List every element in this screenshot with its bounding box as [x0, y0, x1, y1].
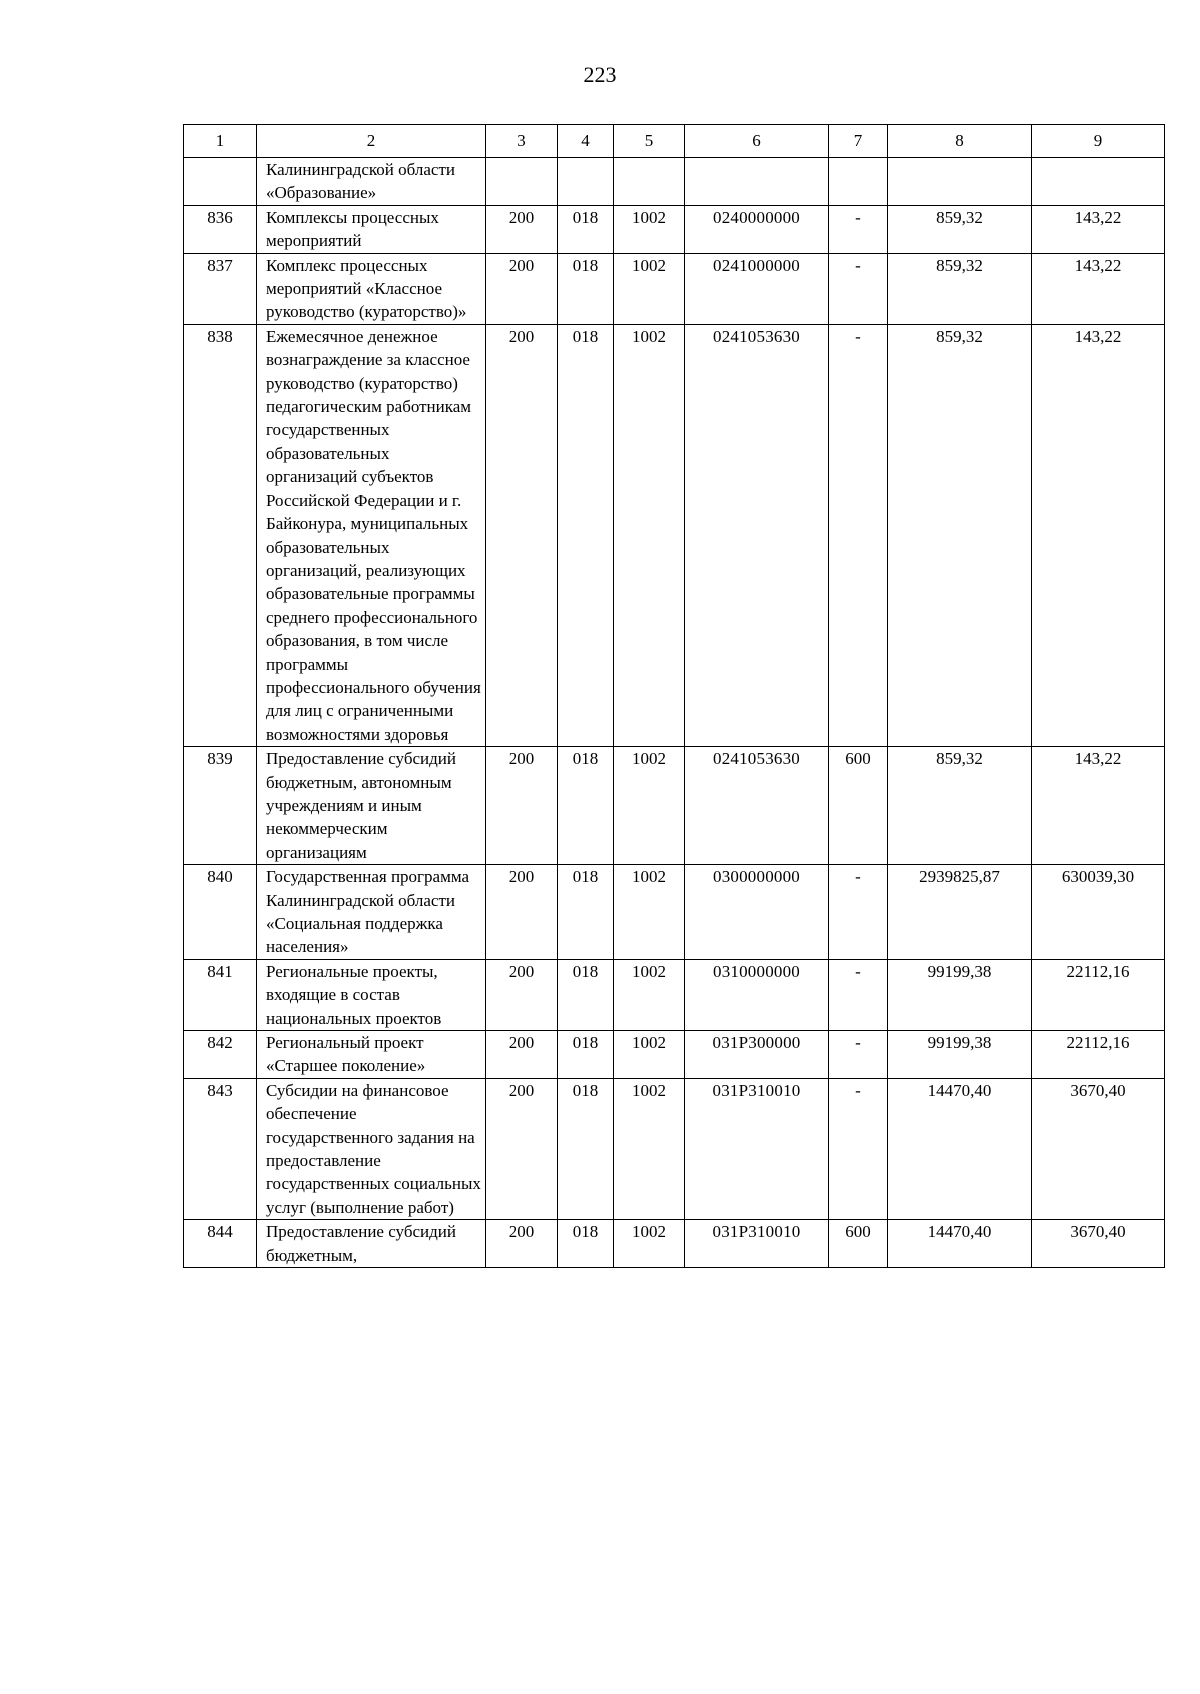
col-7-value: - [829, 324, 888, 746]
col-9-value: 3670,40 [1032, 1220, 1165, 1268]
col-4-value: 018 [558, 1220, 614, 1268]
col-8-value [888, 158, 1032, 206]
col-6-value: 0241053630 [685, 747, 829, 865]
col-8-value: 14470,40 [888, 1220, 1032, 1268]
col-3-value [486, 158, 558, 206]
table-row [184, 158, 1165, 206]
row-name: Государственная программа Калининградской области «Социальная поддержка населения» [257, 865, 486, 960]
col-4-value: 018 [558, 1078, 614, 1219]
col-9-value: 22112,16 [1032, 1031, 1165, 1079]
col-7-value: - [829, 959, 888, 1030]
col-4-value: 018 [558, 865, 614, 960]
header-row [184, 125, 1165, 158]
col-6-value: 0241053630 [685, 324, 829, 746]
row-name: Калининградской области «Образование» [257, 158, 486, 206]
col-5-value: 1002 [614, 865, 685, 960]
row-name: Комплексы процессных мероприятий [257, 205, 486, 253]
col-5-value: 1002 [614, 1031, 685, 1079]
table-row [184, 1220, 1165, 1268]
col-7-value: - [829, 253, 888, 324]
row-number: 842 [184, 1031, 257, 1079]
col-3-value: 200 [486, 747, 558, 865]
col-8-value: 859,32 [888, 324, 1032, 746]
col-8-value: 14470,40 [888, 1078, 1032, 1219]
col-8-value: 99199,38 [888, 959, 1032, 1030]
header-cell: 7 [829, 125, 888, 158]
col-9-value: 22112,16 [1032, 959, 1165, 1030]
row-name: Субсидии на финансовое обеспечение государственного задания на предоставление государственных социальных услуг (выполнение работ) [257, 1078, 486, 1219]
col-8-value: 859,32 [888, 205, 1032, 253]
col-3-value: 200 [486, 253, 558, 324]
header-cell: 6 [685, 125, 829, 158]
col-3-value: 200 [486, 205, 558, 253]
col-9-value [1032, 158, 1165, 206]
col-5-value: 1002 [614, 253, 685, 324]
header-cell: 5 [614, 125, 685, 158]
page-number: 223 [583, 62, 617, 87]
col-9-value: 143,22 [1032, 747, 1165, 865]
col-6-value: 0240000000 [685, 205, 829, 253]
table-row [184, 1078, 1165, 1219]
col-4-value [558, 158, 614, 206]
row-number: 841 [184, 959, 257, 1030]
header-cell: 2 [257, 125, 486, 158]
row-number: 839 [184, 747, 257, 865]
col-6-value [685, 158, 829, 206]
col-4-value: 018 [558, 253, 614, 324]
col-6-value: 0300000000 [685, 865, 829, 960]
col-4-value: 018 [558, 959, 614, 1030]
row-number: 840 [184, 865, 257, 960]
col-9-value: 143,22 [1032, 324, 1165, 746]
table-row [184, 253, 1165, 324]
row-number: 836 [184, 205, 257, 253]
col-4-value: 018 [558, 747, 614, 865]
col-3-value: 200 [486, 865, 558, 960]
col-7-value: - [829, 865, 888, 960]
col-8-value: 859,32 [888, 253, 1032, 324]
col-7-value [829, 158, 888, 206]
col-5-value: 1002 [614, 1078, 685, 1219]
col-8-value: 859,32 [888, 747, 1032, 865]
budget-table [183, 124, 1165, 1268]
col-6-value: 031P310010 [685, 1078, 829, 1219]
col-9-value: 630039,30 [1032, 865, 1165, 960]
col-3-value: 200 [486, 959, 558, 1030]
row-name: Предоставление субсидий бюджетным, [257, 1220, 486, 1268]
table-row [184, 865, 1165, 960]
header-cell: 1 [184, 125, 257, 158]
col-4-value: 018 [558, 324, 614, 746]
col-3-value: 200 [486, 1220, 558, 1268]
col-6-value: 031P310010 [685, 1220, 829, 1268]
col-7-value: 600 [829, 747, 888, 865]
header-cell: 4 [558, 125, 614, 158]
col-4-value: 018 [558, 1031, 614, 1079]
table-row [184, 959, 1165, 1030]
col-3-value: 200 [486, 1031, 558, 1079]
col-3-value: 200 [486, 324, 558, 746]
col-3-value: 200 [486, 1078, 558, 1219]
row-number [184, 158, 257, 206]
col-5-value [614, 158, 685, 206]
col-9-value: 143,22 [1032, 205, 1165, 253]
row-number: 838 [184, 324, 257, 746]
col-5-value: 1002 [614, 959, 685, 1030]
col-9-value: 3670,40 [1032, 1078, 1165, 1219]
header-cell: 8 [888, 125, 1032, 158]
row-number: 844 [184, 1220, 257, 1268]
col-7-value: 600 [829, 1220, 888, 1268]
row-number: 843 [184, 1078, 257, 1219]
col-5-value: 1002 [614, 747, 685, 865]
col-6-value: 031P300000 [685, 1031, 829, 1079]
col-7-value: - [829, 1078, 888, 1219]
col-8-value: 99199,38 [888, 1031, 1032, 1079]
col-6-value: 0241000000 [685, 253, 829, 324]
col-7-value: - [829, 205, 888, 253]
col-5-value: 1002 [614, 324, 685, 746]
table-row [184, 205, 1165, 253]
col-9-value: 143,22 [1032, 253, 1165, 324]
row-name: Региональные проекты, входящие в состав национальных проектов [257, 959, 486, 1030]
col-6-value: 0310000000 [685, 959, 829, 1030]
table-row [184, 324, 1165, 746]
row-name: Региональный проект «Старшее поколение» [257, 1031, 486, 1079]
table-row [184, 747, 1165, 865]
row-number: 837 [184, 253, 257, 324]
row-name: Комплекс процессных мероприятий «Классное руководство (кураторство)» [257, 253, 486, 324]
col-5-value: 1002 [614, 1220, 685, 1268]
col-8-value: 2939825,87 [888, 865, 1032, 960]
row-name: Ежемесячное денежное вознаграждение за классное руководство (кураторство) педагогическим работникам государственных образовательных организаций субъектов Российской Федерации и г. Байконура, муниципальных образовательных организаций, реализующих образовательные программы среднего профессионального образования, в том числе программы профессионального обучения для лиц с ограниченными возможностями здоровья [257, 324, 486, 746]
col-7-value: - [829, 1031, 888, 1079]
table-row [184, 1031, 1165, 1079]
header-cell: 9 [1032, 125, 1165, 158]
col-5-value: 1002 [614, 205, 685, 253]
header-cell: 3 [486, 125, 558, 158]
row-name: Предоставление субсидий бюджетным, автономным учреждениям и иным некоммерческим организациям [257, 747, 486, 865]
col-4-value: 018 [558, 205, 614, 253]
